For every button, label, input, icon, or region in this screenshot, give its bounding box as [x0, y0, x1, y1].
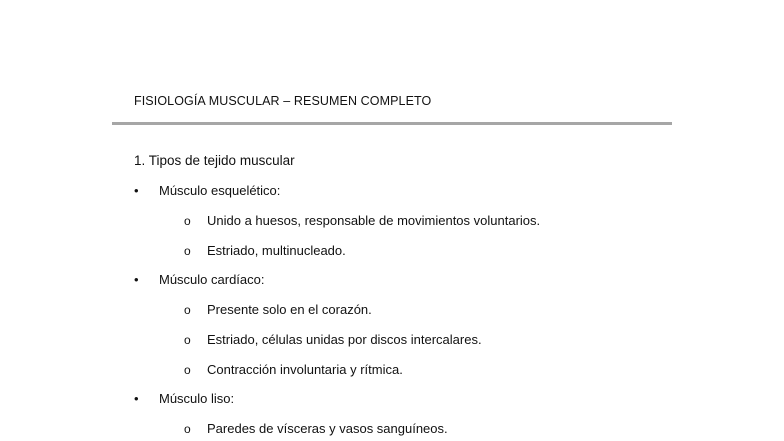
sub-list-item: Estriado, células unidas por discos intercalares.	[207, 332, 482, 347]
bullet-marker: •	[134, 272, 139, 287]
title-divider	[112, 122, 672, 125]
sub-list-item: Contracción involuntaria y rítmica.	[207, 362, 403, 377]
bullet-marker: •	[134, 183, 139, 198]
list-item-label: Músculo esquelético:	[159, 183, 281, 198]
bullet-marker: •	[134, 391, 139, 406]
sub-bullet-marker: o	[184, 422, 191, 436]
section-heading: 1. Tipos de tejido muscular	[134, 153, 295, 168]
document-title: FISIOLOGÍA MUSCULAR – RESUMEN COMPLETO	[134, 94, 432, 108]
sub-bullet-marker: o	[184, 214, 191, 228]
sub-list-item: Estriado, multinucleado.	[207, 243, 346, 258]
sub-bullet-marker: o	[184, 303, 191, 317]
sub-bullet-marker: o	[184, 333, 191, 347]
sub-list-item: Unido a huesos, responsable de movimientos voluntarios.	[207, 213, 541, 228]
sub-list-item: Presente solo en el corazón.	[207, 302, 372, 317]
list-item-label: Músculo liso:	[159, 391, 235, 406]
sub-bullet-marker: o	[184, 363, 191, 377]
sub-bullet-marker: o	[184, 244, 191, 258]
list-item-label: Músculo cardíaco:	[159, 272, 265, 287]
sub-list-item: Paredes de vísceras y vasos sanguíneos.	[207, 421, 448, 436]
